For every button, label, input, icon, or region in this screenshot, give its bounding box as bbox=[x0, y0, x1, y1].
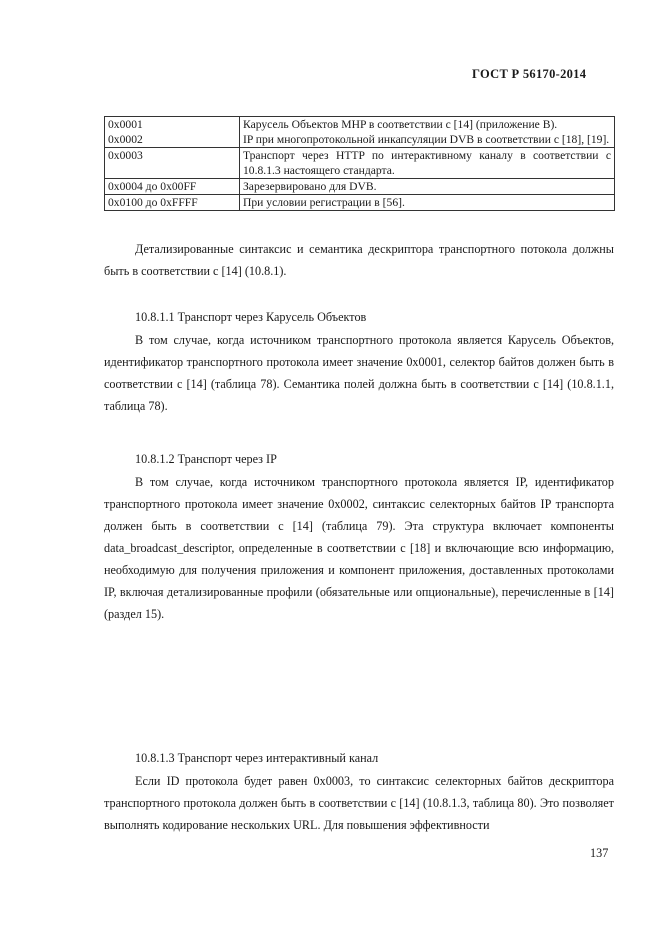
protocol-description-cell: Транспорт через HTTP по интерактивному каналу в соответствии с 10.8.1.3 настоящего стандарта. bbox=[240, 148, 615, 179]
page-number: 137 bbox=[590, 846, 609, 860]
paragraph-text: В том случае, когда источником транспортного протокола является Карусель Объектов, идентификатор транспортного протокола имеет значение 0x0001, селектор байтов должен быть в соответствии с [14] (таблица 78). Семантика полей должна быть в соответствии с [14] (10.8.1.1, таблица 78). bbox=[104, 333, 614, 413]
protocol-id-cell: 0x0001 bbox=[105, 117, 240, 133]
protocol-description-cell: При условии регистрации в [56]. bbox=[240, 195, 615, 211]
paragraph-descriptor-syntax bbox=[104, 238, 614, 282]
standard-designation: ГОСТ Р 56170-2014 bbox=[472, 67, 587, 81]
transport-protocol-id-table bbox=[104, 116, 615, 211]
table-row bbox=[105, 148, 615, 179]
table-row bbox=[105, 195, 615, 211]
paragraph-text: Если ID протокола будет равен 0x0003, то синтаксис селекторных байтов дескриптора транспортного протокола должен быть в соответствии с [14] (10.8.1.3, таблица 80). Это позволяет выполнять кодирование нескольких URL. Для повышения эффективности bbox=[104, 774, 614, 832]
section-heading-object-carousel: 10.8.1.1 Транспорт через Карусель Объектов bbox=[135, 310, 367, 324]
table-row bbox=[105, 179, 615, 195]
protocol-description-cell: IP при многопротокольной инкапсуляции DVB в соответствии с [18], [19]. bbox=[240, 132, 615, 148]
paragraph-text: В том случае, когда источником транспортного протокола является IP, идентификатор транспортного протокола имеет значение 0x0002, синтаксис селекторных байтов IP транспорта должен быть в соответствии с [14] (таблица 79). Эта структура включает компоненты data_broadcast_descriptor, определенные в соответствии с [18] и включающие всю информацию, необходимую для получения приложения и компонент приложения, доставленных протоколами IP, включая детализированные профили (обязательные или опциональные), перечисленные в [14] (раздел 15). bbox=[104, 475, 614, 621]
protocol-id-cell: 0x0003 bbox=[105, 148, 240, 179]
protocol-description-cell: Карусель Объектов MHP в соответствии с [14] (приложение B). bbox=[240, 117, 615, 133]
paragraph-object-carousel bbox=[104, 329, 614, 417]
paragraph-text: Детализированные синтаксис и семантика дескриптора транспортного потокола должны быть в соответствии с [14] (10.8.1). bbox=[104, 242, 614, 278]
section-heading-interactive-channel: 10.8.1.3 Транспорт через интерактивный канал bbox=[135, 751, 379, 765]
paragraph-interactive-channel bbox=[104, 770, 614, 836]
protocol-id-cell: 0x0002 bbox=[105, 132, 240, 148]
protocol-description-cell: Зарезервировано для DVB. bbox=[240, 179, 615, 195]
paragraph-ip-transport bbox=[104, 471, 614, 625]
table-row bbox=[105, 117, 615, 133]
table-row bbox=[105, 132, 615, 148]
section-heading-ip-transport: 10.8.1.2 Транспорт через IP bbox=[135, 452, 277, 466]
protocol-id-cell: 0x0100 до 0xFFFF bbox=[105, 195, 240, 211]
protocol-id-cell: 0x0004 до 0x00FF bbox=[105, 179, 240, 195]
